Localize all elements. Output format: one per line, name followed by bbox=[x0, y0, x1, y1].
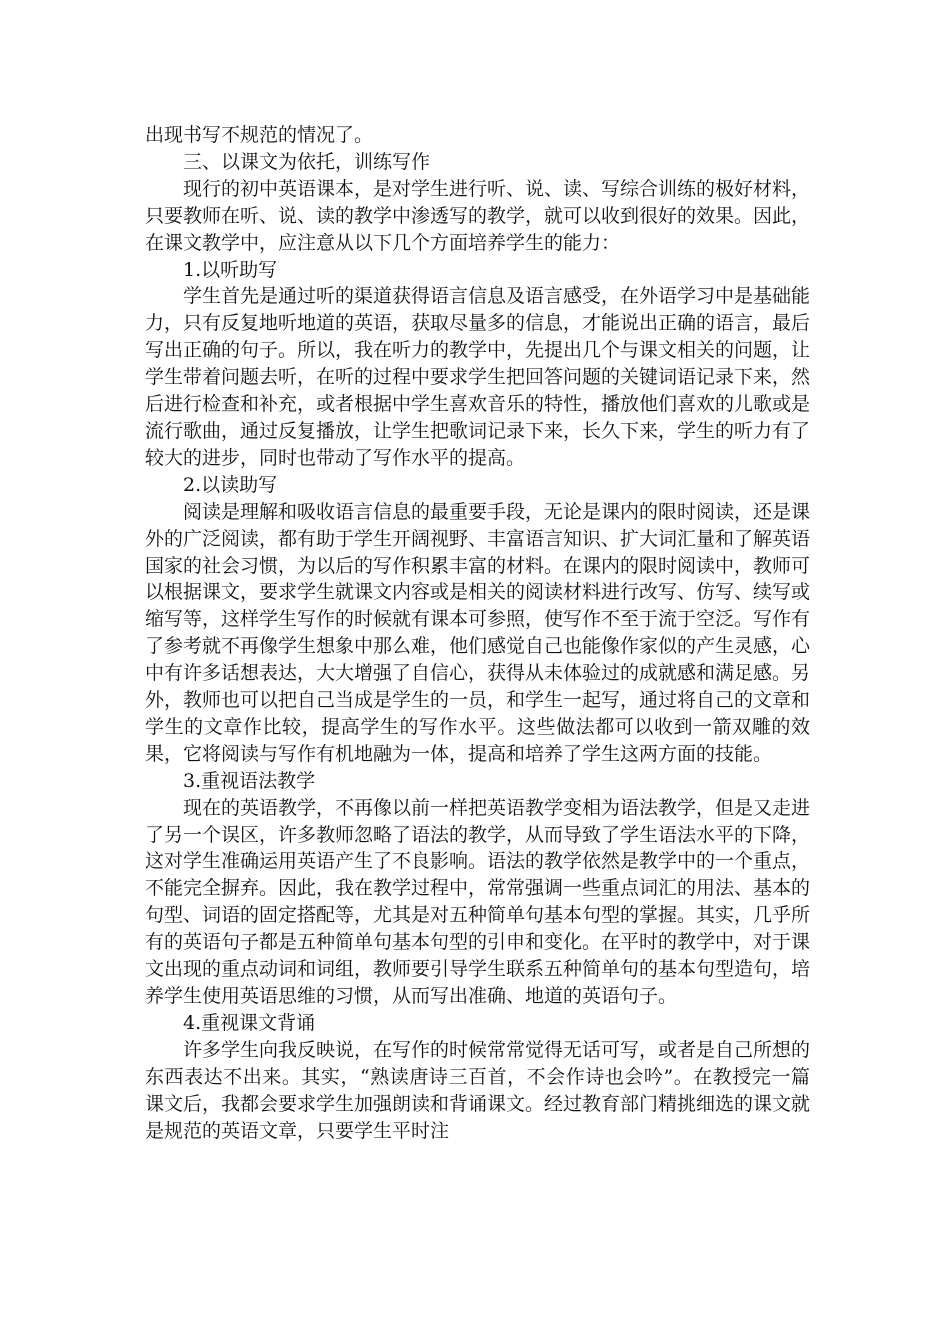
paragraph-listening: 学生首先是通过听的渠道获得语言信息及语言感受，在外语学习中是基础能力，只有反复地听地道的英语，获取尽量多的信息，才能说出正确的语言，最后写出正确的句子。所以，我在听力的教学中，先提出几个与课文相关的问题，让学生带着问题去听，在听的过程中要求学生把回答问题的关键词语记录下来，然后进行检查和补充，或者根据中学生喜欢音乐的特性，播放他们喜欢的儿歌或是流行歌曲，通过反复播放，让学生把歌词记录下来，长久下来，学生的听力有了较大的进步，同时也带动了写作水平的提高。 bbox=[145, 285, 811, 469]
paragraph-recitation: 许多学生向我反映说，在写作的时候常常觉得无话可写，或者是自己所想的东西表达不出来。其实，“熟读唐诗三百首，不会作诗也会吟”。在教授完一篇课文后，我都会要求学生加强朗读和背诵课文。经过教育部门精挑细选的课文就是规范的英语文章，只要学生平时注 bbox=[145, 1038, 811, 1142]
paragraph-intro: 现行的初中英语课本，是对学生进行听、说、读、写综合训练的极好材料，只要教师在听、说、读的教学中渗透写的教学，就可以收到很好的效果。因此，在课文教学中，应注意从以下几个方面培养学生的能力： bbox=[145, 177, 811, 254]
section-heading-three: 三、以课文为依托，训练写作 bbox=[183, 150, 431, 173]
document-body bbox=[145, 122, 810, 1144]
subheading-listening: 1.以听助写 bbox=[183, 258, 278, 281]
paragraph-reading: 阅读是理解和吸收语言信息的最重要手段，无论是课内的限时阅读，还是课外的广泛阅读，都有助于学生开阔视野、丰富语言知识、扩大词汇量和了解英语国家的社会习惯，为以后的写作积累丰富的材料。在课内的限时阅读中，教师可以根据课文，要求学生就课文内容或是相关的阅读材料进行改写、仿写、续写或缩写等，这样学生写作的时候就有课本可参照，使写作不至于流于空泛。写作有了参考就不再像学生想象中那么难，他们感觉自己也能像作家似的产生灵感，心中有许多话想表达，大大增强了自信心，获得从未体验过的成就感和满足感。另外，教师也可以把自己当成是学生的一员，和学生一起写，通过将自己的文章和学生的文章作比较，提高学生的写作水平。这些做法都可以收到一箭双雕的效果，它将阅读与写作有机地融为一体，提高和培养了学生这两方面的技能。 bbox=[145, 500, 811, 765]
subheading-reading: 2.以读助写 bbox=[183, 473, 278, 496]
paragraph-grammar: 现在的英语教学，不再像以前一样把英语教学变相为语法教学，但是又走进了另一个误区，许多教师忽略了语法的教学，从而导致了学生语法水平的下降，这对学生准确运用英语产生了不良影响。语法的教学依然是教学中的一个重点，不能完全摒弃。因此，我在教学过程中，常常强调一些重点词汇的用法、基本的句型、词语的固定搭配等，尤其是对五种简单句基本句型的掌握。其实，几乎所有的英语句子都是五种简单句基本句型的引申和变化。在平时的教学中，对于课文出现的重点动词和词组，教师要引导学生联系五种简单句的基本句型造句，培养学生使用英语思维的习惯，从而写出准确、地道的英语句子。 bbox=[145, 796, 811, 1007]
subheading-grammar: 3.重视语法教学 bbox=[183, 769, 316, 792]
subheading-recitation: 4.重视课文背诵 bbox=[183, 1011, 316, 1034]
paragraph-continuation: 出现书写不规范的情况了。 bbox=[145, 124, 374, 146]
